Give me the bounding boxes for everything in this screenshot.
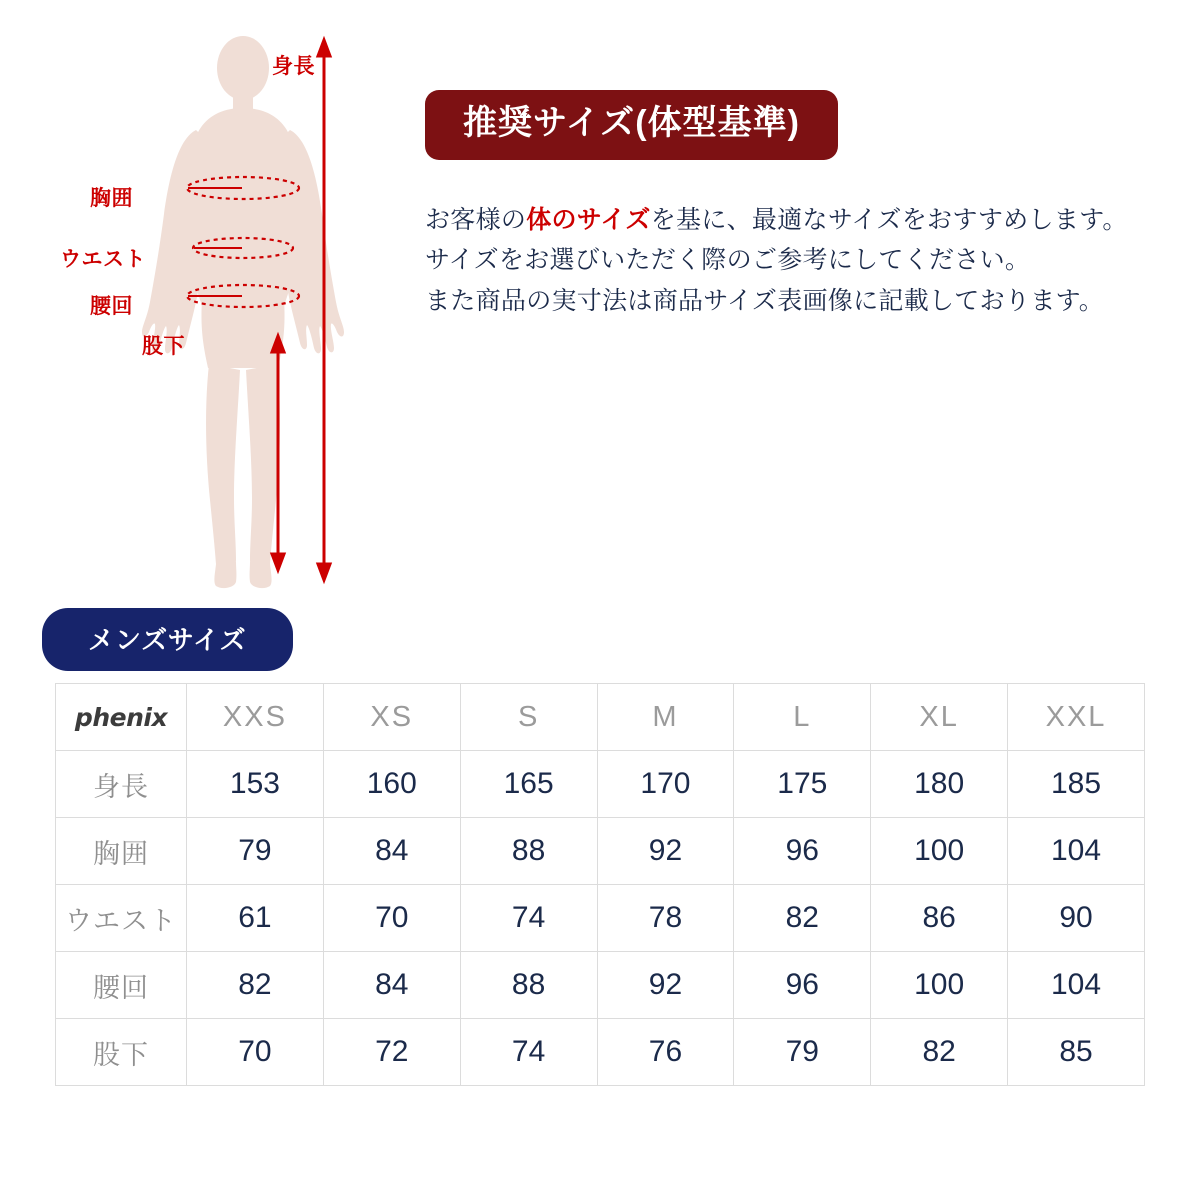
cell-waist-xxs: 61 [187, 885, 324, 952]
row-label-waist: ウエスト [56, 885, 187, 952]
row-label-chest: 胸囲 [56, 818, 187, 885]
table-row [56, 952, 1145, 1019]
figure-label-inseam: 股下 [142, 335, 185, 358]
cell-chest-xs: 84 [323, 818, 460, 885]
cell-hip-xs: 84 [323, 952, 460, 1019]
table-row [56, 1019, 1145, 1086]
figure-label-chest: 胸囲 [90, 187, 133, 210]
description-text [425, 200, 1165, 322]
table-col-l: L [734, 684, 871, 751]
description-block [425, 90, 1165, 321]
table-col-xs: XS [323, 684, 460, 751]
cell-chest-xl: 100 [871, 818, 1008, 885]
row-label-hip: 腰回 [56, 952, 187, 1019]
cell-waist-xs: 70 [323, 885, 460, 952]
cell-inseam-xxl: 85 [1008, 1019, 1145, 1086]
cell-hip-xxs: 82 [187, 952, 324, 1019]
table-col-s: S [460, 684, 597, 751]
cell-height-xl: 180 [871, 751, 1008, 818]
table-col-xxl: XXL [1008, 684, 1145, 751]
cell-waist-l: 82 [734, 885, 871, 952]
table-row [56, 818, 1145, 885]
size-table [55, 683, 1145, 1086]
body-figure-diagram [60, 10, 400, 590]
cell-waist-m: 78 [597, 885, 734, 952]
human-body-illustration [130, 30, 390, 600]
brand-logo [56, 684, 187, 751]
cell-hip-s: 88 [460, 952, 597, 1019]
description-line2: サイズをお選びいただく際のご参考にしてください。 [425, 246, 1031, 275]
cell-height-m: 170 [597, 751, 734, 818]
headline-banner: 推奨サイズ(体型基準) [425, 90, 838, 160]
cell-height-xs: 160 [323, 751, 460, 818]
mens-size-pill: メンズサイズ [42, 608, 293, 671]
table-col-xl: XL [871, 684, 1008, 751]
cell-inseam-xxs: 70 [187, 1019, 324, 1086]
cell-chest-xxl: 104 [1008, 818, 1145, 885]
cell-chest-xxs: 79 [187, 818, 324, 885]
cell-hip-m: 92 [597, 952, 734, 1019]
cell-waist-xxl: 90 [1008, 885, 1145, 952]
cell-height-xxl: 185 [1008, 751, 1145, 818]
description-line1-a: お客様の [425, 205, 527, 234]
cell-inseam-l: 79 [734, 1019, 871, 1086]
cell-chest-s: 88 [460, 818, 597, 885]
cell-waist-xl: 86 [871, 885, 1008, 952]
cell-waist-s: 74 [460, 885, 597, 952]
cell-chest-l: 96 [734, 818, 871, 885]
table-col-xxs: XXS [187, 684, 324, 751]
cell-hip-xxl: 104 [1008, 952, 1145, 1019]
cell-height-xxs: 153 [187, 751, 324, 818]
table-row [56, 885, 1145, 952]
cell-inseam-xl: 82 [871, 1019, 1008, 1086]
description-line1-highlight: 体のサイズ [526, 205, 651, 234]
cell-height-l: 175 [734, 751, 871, 818]
table-row [56, 751, 1145, 818]
table-col-m: M [597, 684, 734, 751]
table-header-row [56, 684, 1145, 751]
cell-chest-m: 92 [597, 818, 734, 885]
row-label-inseam: 股下 [56, 1019, 187, 1086]
cell-height-s: 165 [460, 751, 597, 818]
description-line3: また商品の実寸法は商品サイズ表画像に記載しております。 [425, 286, 1105, 315]
cell-hip-l: 96 [734, 952, 871, 1019]
cell-inseam-m: 76 [597, 1019, 734, 1086]
row-label-height: 身長 [56, 751, 187, 818]
cell-inseam-s: 74 [460, 1019, 597, 1086]
cell-hip-xl: 100 [871, 952, 1008, 1019]
figure-label-height: 身長 [272, 55, 315, 78]
description-line1-b: を基に、最適なサイズをおすすめします。 [650, 205, 1128, 234]
figure-label-waist: ウエスト [60, 248, 146, 271]
brand-logo-text: phenix [74, 702, 168, 732]
figure-label-hip: 腰回 [90, 295, 133, 318]
cell-inseam-xs: 72 [323, 1019, 460, 1086]
